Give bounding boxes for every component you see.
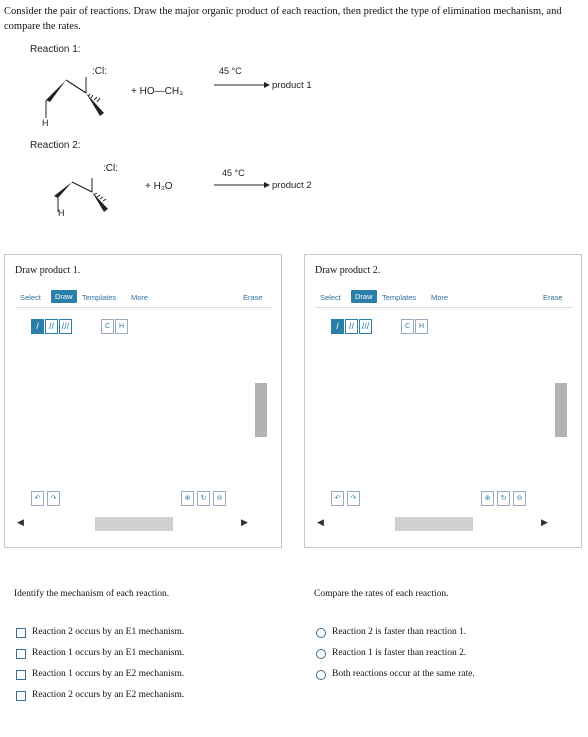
radio-button[interactable] <box>316 670 326 680</box>
single-bond-icon[interactable]: / <box>331 319 344 334</box>
redo-icon[interactable]: ↷ <box>47 491 60 506</box>
panel1-erase-tab[interactable]: Erase <box>243 293 263 302</box>
reset-zoom-icon[interactable]: ↻ <box>497 491 510 506</box>
double-bond-icon[interactable]: // <box>345 319 358 334</box>
option-label: Both reactions occur at the same rate. <box>332 669 475 679</box>
panel2-hydrogen-button[interactable]: H <box>415 319 428 334</box>
panel1-templates-tab[interactable]: Templates <box>82 293 117 302</box>
draw-panel-1 <box>4 254 282 548</box>
triple-bond-icon[interactable]: /// <box>359 319 372 334</box>
panel2-select-tab[interactable]: Select <box>320 293 341 302</box>
option-label: Reaction 2 occurs by an E2 mechanism. <box>32 690 185 700</box>
panel2-erase-tab[interactable]: Erase <box>543 293 563 302</box>
undo-icon[interactable]: ↶ <box>331 491 344 506</box>
checkbox[interactable] <box>16 691 26 701</box>
radio-button[interactable] <box>316 628 326 638</box>
zoom-out-icon[interactable]: ⊖ <box>513 491 526 506</box>
panel1-hydrogen-button[interactable]: H <box>115 319 128 334</box>
panel1-hscroll-thumb[interactable] <box>95 517 173 531</box>
option-label: Reaction 2 occurs by an E1 mechanism. <box>32 627 185 637</box>
panel1-carbon-button[interactable]: C <box>101 319 114 334</box>
checkbox[interactable] <box>16 649 26 659</box>
panel2-carbon-button[interactable]: C <box>401 319 414 334</box>
reaction2-h-atom: H <box>58 208 65 218</box>
triple-bond-icon[interactable]: /// <box>59 319 72 334</box>
zoom-in-icon[interactable]: ⊕ <box>181 491 194 506</box>
reaction1-cl-atom: :Cl: <box>92 66 107 77</box>
reaction1-product: product 1 <box>272 80 312 91</box>
reaction1-arrow <box>214 80 270 90</box>
double-bond-icon[interactable]: // <box>45 319 58 334</box>
panel1-vscroll[interactable] <box>253 347 267 497</box>
rates-prompt: Compare the rates of each reaction. <box>314 589 449 599</box>
option-label: Reaction 1 is faster than reaction 2. <box>332 648 467 658</box>
radio-button[interactable] <box>316 649 326 659</box>
option-label: Reaction 2 is faster than reaction 1. <box>332 627 467 637</box>
scroll-left-icon[interactable]: ◀ <box>317 517 324 527</box>
option-label: Reaction 1 occurs by an E1 mechanism. <box>32 648 185 658</box>
zoom-in-icon[interactable]: ⊕ <box>481 491 494 506</box>
option-label: Reaction 1 occurs by an E2 mechanism. <box>32 669 185 679</box>
reaction1-h-atom: H <box>42 118 49 128</box>
panel2-templates-tab[interactable]: Templates <box>382 293 417 302</box>
reaction2-arrow <box>214 180 270 190</box>
scroll-right-icon[interactable]: ▶ <box>541 517 548 527</box>
question-text: Consider the pair of reactions. Draw the major organic product of each reaction, then predict the type of elimination mechanism, and compare the rates. <box>4 6 562 32</box>
panel2-title: Draw product 2. <box>315 265 381 276</box>
reaction2-condition: 45 °C <box>222 168 245 178</box>
panel1-draw-tab[interactable]: Draw <box>51 290 77 303</box>
scroll-right-icon[interactable]: ▶ <box>241 517 248 527</box>
panel2-hscroll-thumb[interactable] <box>395 517 473 531</box>
panel2-more-tab[interactable]: More <box>431 293 449 302</box>
scroll-left-icon[interactable]: ◀ <box>17 517 24 527</box>
checkbox[interactable] <box>16 628 26 638</box>
zoom-out-icon[interactable]: ⊖ <box>213 491 226 506</box>
panel2-vscroll[interactable] <box>553 347 567 497</box>
reaction2-structure <box>40 156 140 226</box>
checkbox[interactable] <box>16 670 26 680</box>
reaction2-product: product 2 <box>272 180 312 191</box>
reaction1-label: Reaction 1: <box>30 44 81 55</box>
reaction1-reagent: + HO—CH₃ <box>131 86 184 97</box>
panel1-title: Draw product 1. <box>15 265 81 276</box>
reaction2-cl-atom: :Cl: <box>103 163 118 174</box>
mechanism-prompt: Identify the mechanism of each reaction. <box>14 589 170 599</box>
panel1-select-tab[interactable]: Select <box>20 293 41 302</box>
redo-icon[interactable]: ↷ <box>347 491 360 506</box>
panel2-draw-tab[interactable]: Draw <box>351 290 377 303</box>
reaction2-reagent: + H₂O <box>145 181 173 192</box>
panel1-more-tab[interactable]: More <box>131 293 149 302</box>
draw-panel-2 <box>304 254 582 548</box>
reaction1-condition: 45 °C <box>219 66 242 76</box>
undo-icon[interactable]: ↶ <box>31 491 44 506</box>
single-bond-icon[interactable]: / <box>31 319 44 334</box>
reset-zoom-icon[interactable]: ↻ <box>197 491 210 506</box>
reaction2-label: Reaction 2: <box>30 140 81 151</box>
